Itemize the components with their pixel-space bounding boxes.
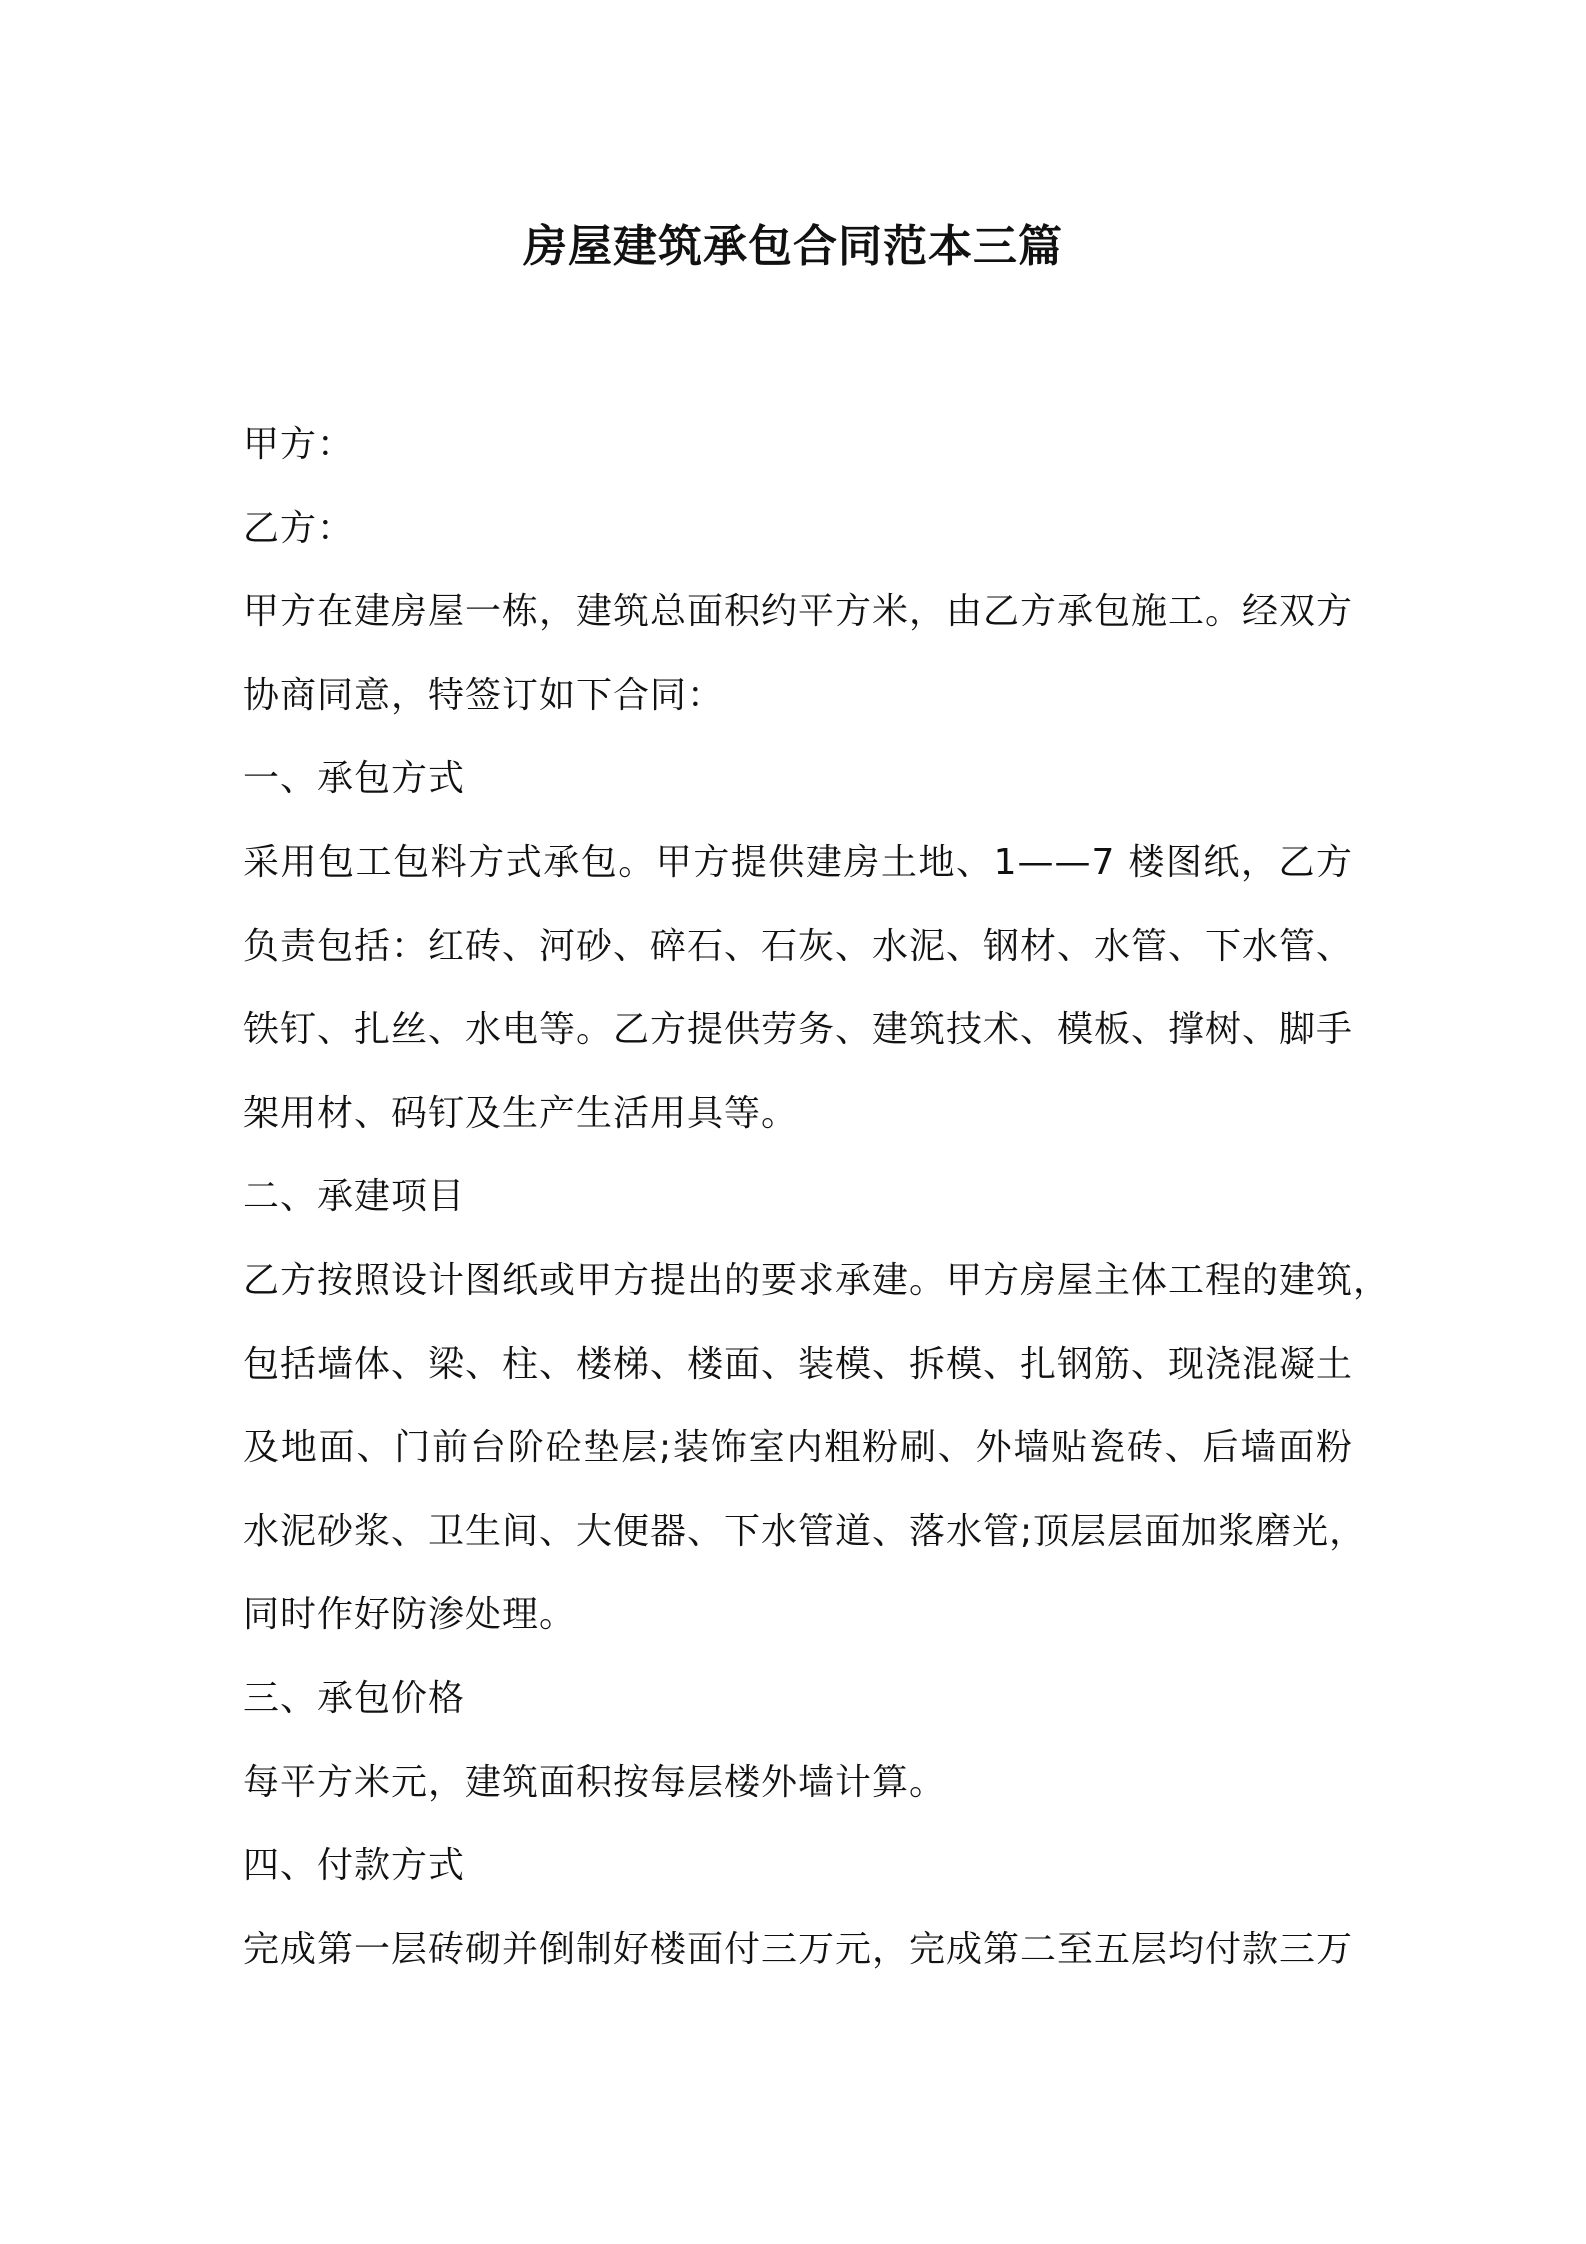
section-heading: 一、承包方式 — [243, 758, 466, 800]
paragraph-line: 包括墙体、梁、柱、楼梯、楼面、装模、拆模、扎钢筋、现浇混凝土 — [243, 1343, 1354, 1385]
document-body — [243, 403, 1391, 1991]
section-heading: 三、承包价格 — [243, 1677, 466, 1719]
paragraph-line: 完成第一层砖砌并倒制好楼面付三万元，完成第二至五层均付款三万 — [243, 1928, 1354, 1970]
paragraph-line: 甲方在建房屋一栋，建筑总面积约平方米，由乙方承包施工。经双方 — [243, 591, 1354, 633]
paragraph-line: 水泥砂浆、卫生间、大便器、下水管道、落水管;顶层层面加浆磨光， — [243, 1510, 1367, 1552]
section-heading: 四、付款方式 — [243, 1845, 466, 1887]
paragraph-line: 乙方按照设计图纸或甲方提出的要求承建。甲方房屋主体工程的建筑， — [243, 1259, 1391, 1301]
paragraph-line: 协商同意，特签订如下合同： — [243, 674, 725, 716]
paragraph-line: 及地面、门前台阶砼垫层;装饰室内粗粉刷、外墙贴瓷砖、后墙面粉 — [243, 1427, 1353, 1469]
paragraph-line: 负责包括：红砖、河砂、碎石、石灰、水泥、钢材、水管、下水管、 — [243, 925, 1354, 967]
paragraph-line: 同时作好防渗处理。 — [243, 1594, 577, 1636]
paragraph-line: 架用材、码钉及生产生活用具等。 — [243, 1092, 799, 1134]
document-title: 房屋建筑承包合同范本三篇 — [523, 221, 1063, 272]
section-heading: 二、承建项目 — [243, 1176, 466, 1218]
paragraph-line: 铁钉、扎丝、水电等。乙方提供劳务、建筑技术、模板、撑树、脚手 — [243, 1009, 1354, 1051]
party-b-line: 乙方： — [243, 507, 355, 549]
party-a-line: 甲方： — [243, 424, 355, 465]
paragraph-line: 采用包工包料方式承包。甲方提供建房土地、1——7 楼图纸，乙方 — [243, 841, 1353, 883]
paragraph-line: 每平方米元，建筑面积按每层楼外墙计算。 — [243, 1761, 947, 1803]
